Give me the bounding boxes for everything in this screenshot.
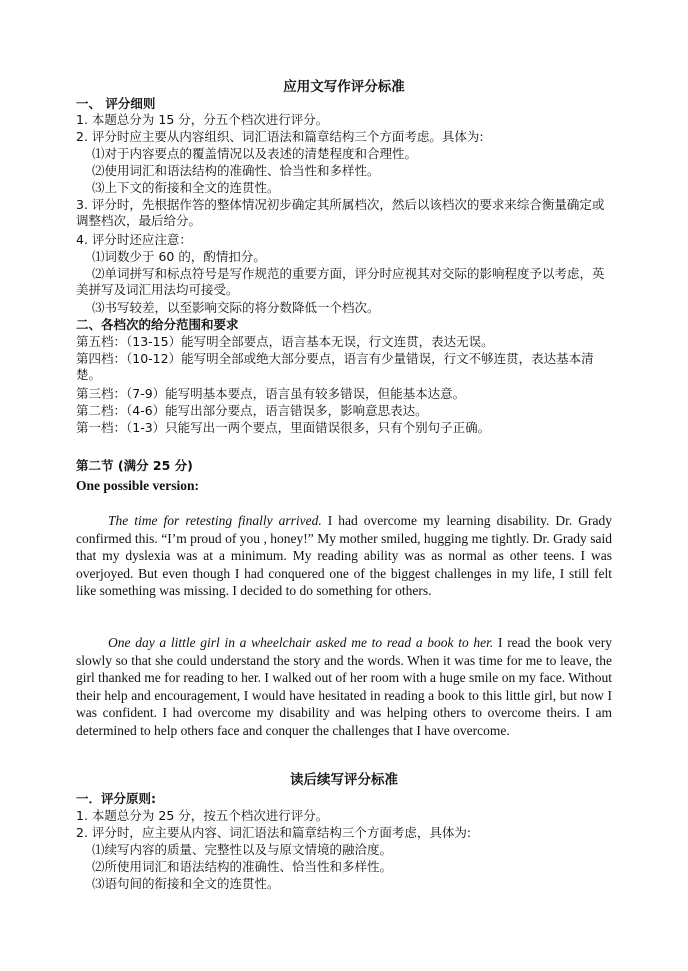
rule-item: 4. 评分时还应注意： bbox=[76, 232, 192, 247]
section-heading: 第二节 (满分 25 分) bbox=[76, 458, 193, 473]
essay-paragraph-2 bbox=[76, 634, 612, 740]
grade-item: 第四档：（10-12）能写明全部或绝大部分要点，语言有少量错误，行文不够连贯，表达基本清楚。 bbox=[76, 351, 594, 382]
rule-subitem: ⑵单词拼写和标点符号是写作规范的重要方面，评分时应视其对交际的影响程度予以考虑，英美拼写及词汇用法均可接受。 bbox=[76, 266, 605, 297]
rule-item: 3. 评分时，先根据作答的整体情况初步确定其所属档次，然后以该档次的要求来综合衡量确定或调整档次，最后给分。 bbox=[76, 197, 605, 228]
section-heading: 二、各档次的给分范围和要求 bbox=[76, 317, 239, 332]
rule-subitem: ⑶书写较差，以至影响交际的将分数降低一个档次。 bbox=[92, 300, 380, 315]
rule-subitem: ⑶语句间的衔接和全文的连贯性。 bbox=[92, 876, 280, 891]
paragraph-body: I had overcome my learning disability. Dr. Grady confirmed this. “I’m proud of you , honey!” My mother smiled, hugging me tightly. Dr. Grady said that my dyslexia was at a minimum. My reading ability was as normal as other teens. I was overjoyed. But even though I had conquered one of the biggest challenges in my life, I still felt like something was missing. I decided to do something for others. bbox=[76, 513, 612, 599]
essay-paragraph-1 bbox=[76, 512, 612, 600]
rule-subitem: ⑴续写内容的质量、完整性以及与原文情境的融洽度。 bbox=[92, 842, 393, 857]
rule-item: 2. 评分时应主要从内容组织、词汇语法和篇章结构三个方面考虑。具体为: bbox=[76, 129, 484, 144]
paragraph-lead: The time for retesting finally arrived. bbox=[108, 513, 322, 528]
section-title: 读后续写评分标准 bbox=[290, 772, 398, 788]
rule-subitem: ⑴词数少于 60 的，酌情扣分。 bbox=[92, 249, 266, 264]
version-label: One possible version: bbox=[76, 478, 200, 493]
section-heading: 一．评分原则: bbox=[76, 791, 156, 806]
rule-item: 1. 本题总分为 25 分，按五个档次进行评分。 bbox=[76, 808, 329, 823]
rule-subitem: ⑵所使用词汇和语法结构的准确性、恰当性和多样性。 bbox=[92, 859, 393, 874]
rule-subitem: ⑵使用词汇和语法结构的准确性、恰当性和多样性。 bbox=[92, 163, 380, 178]
grade-item: 第二档：（4-6）能写出部分要点，语言错误多，影响意思表达。 bbox=[76, 403, 428, 418]
rule-item: 2. 评分时，应主要从内容、词汇语法和篇章结构三个方面考虑，具体为: bbox=[76, 825, 472, 840]
rule-item: 1. 本题总分为 15 分，分五个档次进行评分。 bbox=[76, 112, 329, 127]
rule-subitem: ⑶上下文的衔接和全文的连贯性。 bbox=[92, 180, 280, 195]
section-title: 应用文写作评分标准 bbox=[283, 79, 405, 95]
grade-item: 第三档：（7-9）能写明基本要点，语言虽有较多错误，但能基本达意。 bbox=[76, 386, 466, 401]
paragraph-lead: One day a little girl in a wheelchair asked me to read a book to her. bbox=[108, 635, 494, 650]
grade-item: 第一档：（1-3）只能写出一两个要点，里面错误很多，只有个别句子正确。 bbox=[76, 420, 491, 435]
section-heading: 一、 评分细则 bbox=[76, 96, 156, 111]
paragraph-body: I read the book very slowly so that she could understand the story and the words. When it was time for me to leave, the girl thanked me for reading to her. I walked out of her room with a huge smile on my face. Without their help and encouragement, I would have hesitated in reading a book to this little girl, but now I was confident. I had overcome my disability and was helping others to overcome theirs. I am determined to help others face and conquer the challenges that I have overcome. bbox=[76, 635, 612, 738]
rule-subitem: ⑴对于内容要点的覆盖情况以及表述的清楚程度和合理性。 bbox=[92, 146, 418, 161]
grade-item: 第五档：（13-15）能写明全部要点，语言基本无误，行文连贯，表达无误。 bbox=[76, 334, 494, 349]
